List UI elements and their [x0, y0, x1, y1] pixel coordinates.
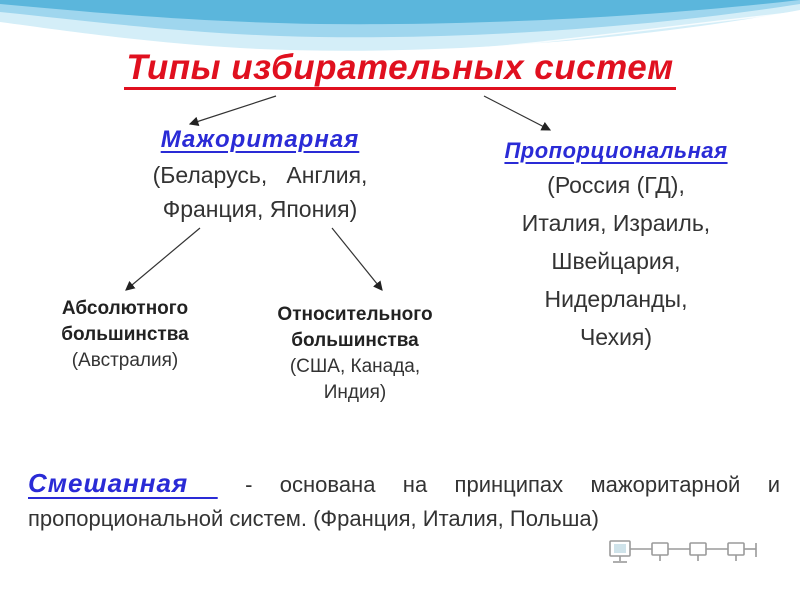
relative-countries-line: Индия)	[323, 382, 387, 403]
proportional-heading: Пропорциональная	[504, 138, 728, 163]
relative-heading-line: Относительного	[277, 304, 433, 325]
title-text: Типы избирательных систем	[124, 48, 675, 90]
majoritarian-countries-line: Франция, Япония)	[162, 196, 358, 222]
absolute-heading-line: Абсолютного	[61, 298, 189, 319]
relative-majority-block	[250, 302, 460, 406]
majoritarian-countries-line: (Беларусь, Англия,	[152, 162, 368, 188]
absolute-countries: (Австралия)	[71, 350, 179, 371]
network-computers-icon	[604, 535, 764, 575]
relative-heading-line: большинства	[291, 330, 419, 351]
proportional-country-line: Швейцария,	[551, 248, 681, 274]
mixed-label: Смешанная	[28, 468, 218, 498]
majoritarian-heading: Мажоритарная	[160, 126, 360, 153]
majoritarian-countries	[120, 158, 400, 226]
mixed-system-paragraph	[28, 466, 780, 536]
arrow-to-majoritarian	[190, 96, 276, 124]
proportional-block	[466, 138, 766, 356]
arrow-to-proportional	[484, 96, 550, 130]
majoritarian-block	[120, 126, 400, 226]
relative-countries-line: (США, Канада,	[289, 356, 421, 377]
proportional-country-line: Италия, Израиль,	[521, 210, 711, 236]
arrow-to-absolute	[126, 228, 200, 290]
absolute-majority-block	[25, 296, 225, 374]
proportional-country-line: Нидерланды,	[544, 286, 688, 312]
arrow-to-relative	[332, 228, 382, 290]
proportional-country-line: Чехия)	[579, 324, 653, 350]
proportional-country-line: (Россия (ГД),	[547, 172, 685, 198]
absolute-heading-line: большинства	[61, 324, 189, 345]
proportional-countries	[466, 166, 766, 356]
mixed-description: - основана на принципах мажоритарной и пропорциональной систем. (Франция, Италия, Польша)	[28, 472, 780, 531]
